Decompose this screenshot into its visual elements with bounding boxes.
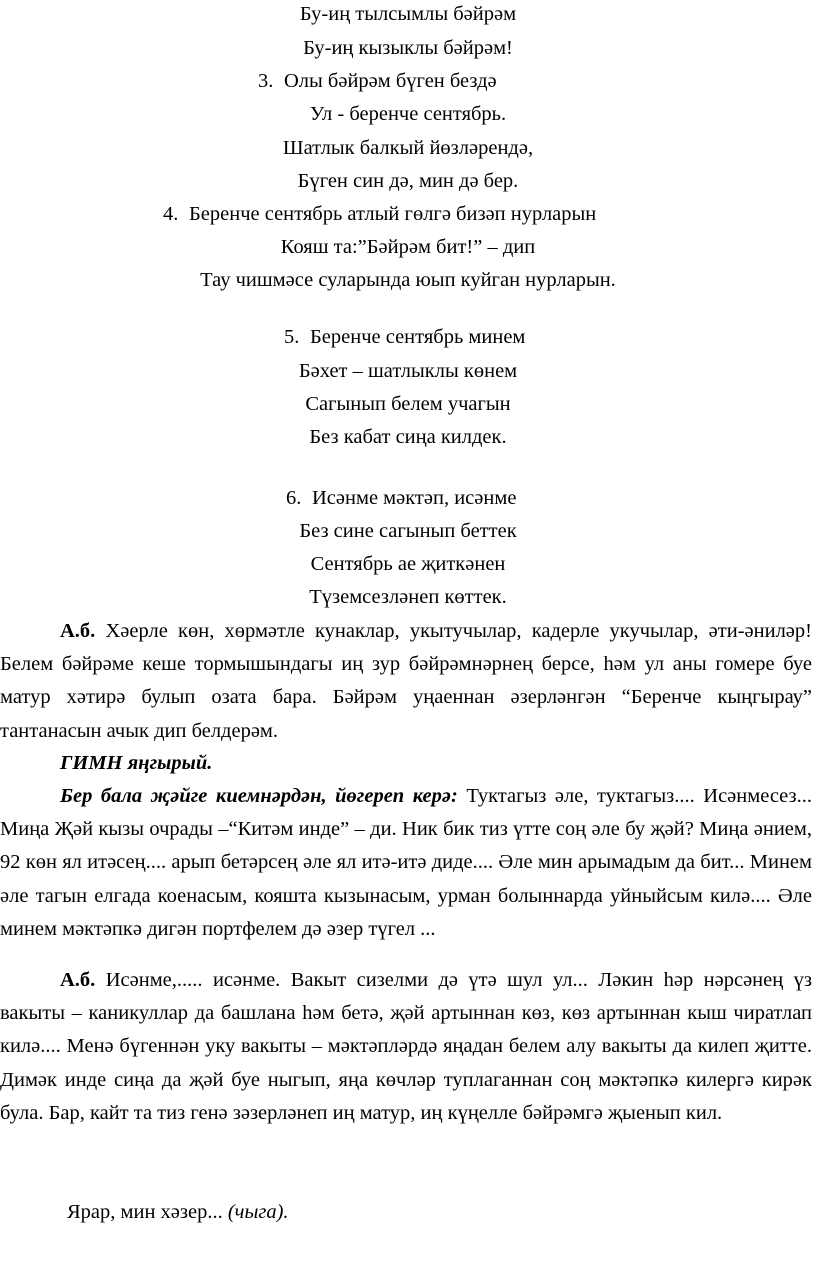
paragraph-host-reply	[0, 964, 812, 1130]
closing-stage-direction: (чыга).	[222, 1201, 289, 1223]
poem-line: Ул - беренче сентябрь.	[309, 103, 507, 125]
poem-line: Бу-иң тылсымлы бәйрәм	[299, 3, 517, 25]
poem-line: Бүген син дә, мин дә бер.	[297, 170, 519, 192]
poem-line-text: Исәнме мәктәп, исәнме	[312, 487, 517, 509]
poem-line: Бу-иң кызыклы бәйрәм!	[303, 37, 513, 59]
poem-line: Шатлык балкый йөзләрендә,	[282, 137, 534, 159]
poem-line: Сентябрь ае җиткәнен	[310, 553, 506, 575]
paragraph-text: Туктагыз әле, туктагыз.... Исәнмесез... Миңа Җәй кызы очрады –“Китәм инде” – ди. Ник бик тиз үтте соң әле бу җәй? Миңа әнием, 92 көн ял итәсең.... арып бетәрсең әле ял итә-итә диде.... Әле мин арымадым да бит... Минем әле тагын елгада коенасым, кояшта кызынасым, урман болыннарда уйныйсым килә.... Әле минем мәктәпкә дигән портфелем дә әзер түгел ...	[0, 785, 812, 940]
closing-line	[67, 1202, 289, 1223]
poem-line: Кояш та:”Бәйрәм бит!” – дип	[280, 236, 536, 258]
paragraph-text: Исәнме,..... исәнме. Вакыт сизелми дә үтә шул ул... Ләкин һәр нәрсәнең үз вакыты – каникуллар да башлана һәм бетә, җәй артыннан көз, көз артыннан кыш чиратлап килә.... Менә бүгеннән уку вакыты – мәктәпләрдә яңадан белем алу вакыты да килеп җитте. Димәк инде сиңа да җәй буе ныгып, яңа көчләр туплаганнан соң мәктәпкә килергә кирәк була. Бар, кайт та тиз генә зәзерләнеп иң матур, иң күңелле бәйрәмгә җыенып кил.	[0, 969, 812, 1124]
speaker-label: А.б.	[60, 969, 96, 991]
stanza-number: 5.	[284, 326, 300, 348]
poem-line: Тау чишмәсе суларында юып куйган нурларын.	[200, 269, 616, 291]
stage-direction-hymn	[0, 747, 812, 780]
poem-line-text: Беренче сентябрь атлый гөлгә бизәп нурларын	[189, 203, 597, 225]
poem-line: Түземсезләнеп көттек.	[309, 586, 507, 608]
stage-direction: ГИМН яңгырый.	[60, 752, 213, 774]
poem-line: Без сине сагынып беттек	[299, 520, 517, 542]
poem-stanza-4-first-line	[163, 204, 596, 225]
closing-text: Ярар, мин хәзер...	[67, 1201, 223, 1223]
poem-stanza-6-first-line	[286, 488, 516, 509]
paragraph-child	[0, 780, 812, 946]
poem-stanza-3-first-line	[258, 71, 497, 92]
poem-line-text: Беренче сентябрь минем	[310, 326, 526, 348]
speaker-label: А.б.	[60, 620, 96, 642]
paragraph-text: Хәерле көн, хөрмәтле кунаклар, укытучылар, кадерле укучылар, әти-әниләр! Белем бәйрәме кеше тормышындагы иң зур бәйрәмнәрнең берсе, һәм ул аны гомере буе матур хәтирә булып озата бара. Бәйрәм уңаеннан әзерләнгән “Беренче кыңгырау” тантанасын ачык дип белдерәм.	[0, 620, 812, 742]
stanza-number: 4.	[163, 203, 179, 225]
stage-direction: Бер бала җәйге киемнәрдән, йөгереп керә:	[60, 785, 458, 807]
stanza-number: 6.	[286, 487, 302, 509]
poem-line-text: Олы бәйрәм бүген бездә	[284, 70, 497, 92]
poem-line: Без кабат сиңа килдек.	[309, 426, 507, 448]
paragraph-greeting	[0, 615, 812, 748]
stanza-number: 3.	[258, 70, 274, 92]
poem-line: Бәхет – шатлыклы көнем	[298, 360, 518, 382]
poem-stanza-5-first-line	[284, 327, 525, 348]
poem-line: Сагынып белем учагын	[305, 393, 511, 415]
